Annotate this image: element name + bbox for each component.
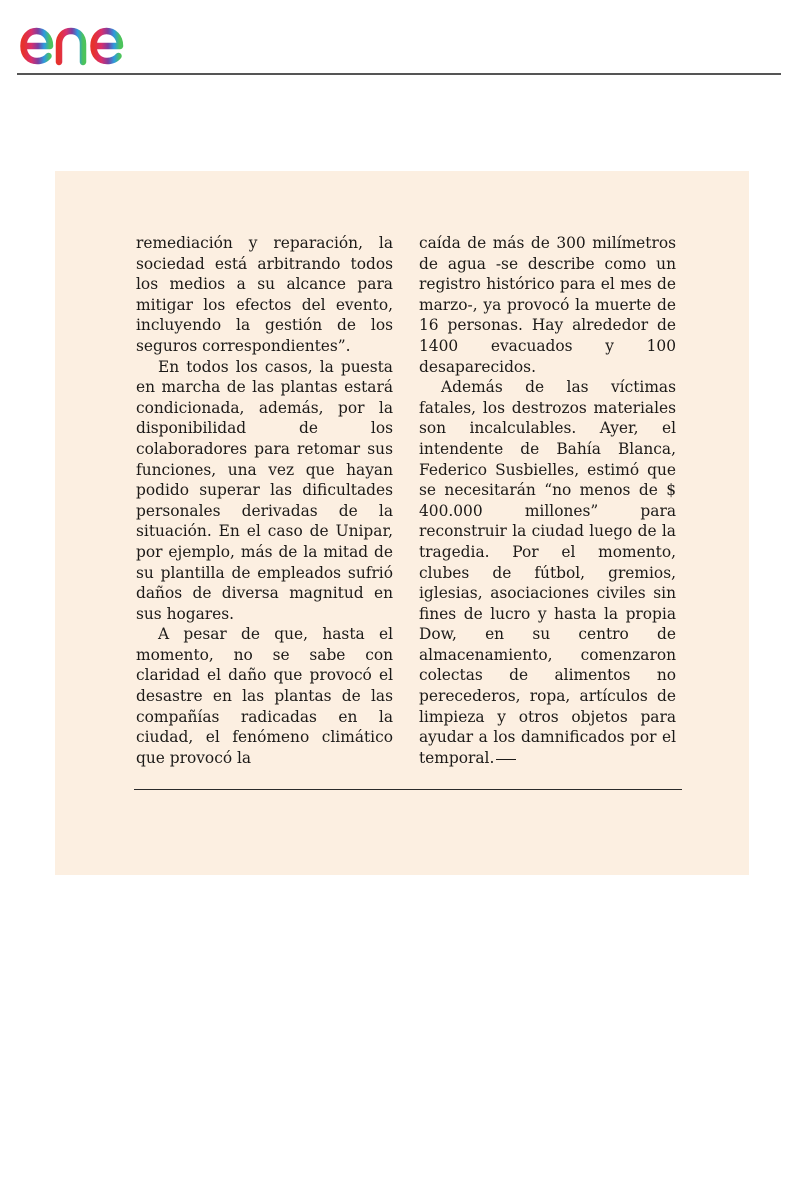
article-paragraph: remediación y reparación, la sociedad está arbitrando todos los medios a su alcance para mitigar los efectos del evento, incluyendo la gestión de los seguros correspondientes”. [136, 234, 393, 355]
header-divider [17, 73, 781, 75]
end-of-article-mark [496, 759, 516, 760]
clipping-divider [134, 789, 682, 790]
article-column-left [136, 233, 393, 768]
article-paragraph [419, 377, 676, 768]
article-paragraph: En todos los casos, la puesta en marcha de las plantas estará condicionada, además, por la disponibilidad de los colaboradores para retomar sus funciones, una vez que hayan podido superar las dificultades personales derivadas de la situación. En el caso de Unipar, por ejemplo, más de la mitad de su plantilla de empleados sufrió daños de diversa magnitud en sus hogares. [136, 357, 393, 623]
article-paragraph: A pesar de que, hasta el momento, no se sabe con claridad el daño que provocó el desastre en las plantas de las compañías radicadas en la ciudad, el fenómeno climático que provocó la [136, 625, 393, 767]
newspaper-clipping [55, 171, 749, 875]
enel-logo [14, 6, 174, 68]
article-column-right [419, 233, 676, 768]
article-paragraph-text: Además de las víctimas fatales, los destrozos materiales son incalculables. Ayer, el intendente de Bahía Blanca, Federico Susbielles, estimó que se necesitarán “no menos de $ 400.000 millones” para reconstruir la ciudad luego de la tragedia. Por el momento, clubes de fútbol, gremios, iglesias, asociaciones civiles sin fines de lucro y hasta la propia Dow, en su centro de almacenamiento, comenzaron colectas de alimentos no perecederos, ropa, artículos de limpieza y otros objetos para ayudar a los damnificados por el temporal. [419, 378, 676, 767]
article-paragraph: caída de más de 300 milímetros de agua -se describe como un registro histórico para el mes de marzo-, ya provocó la muerte de 16 personas. Hay alrededor de 1400 evacuados y 100 desaparecidos. [419, 234, 676, 376]
